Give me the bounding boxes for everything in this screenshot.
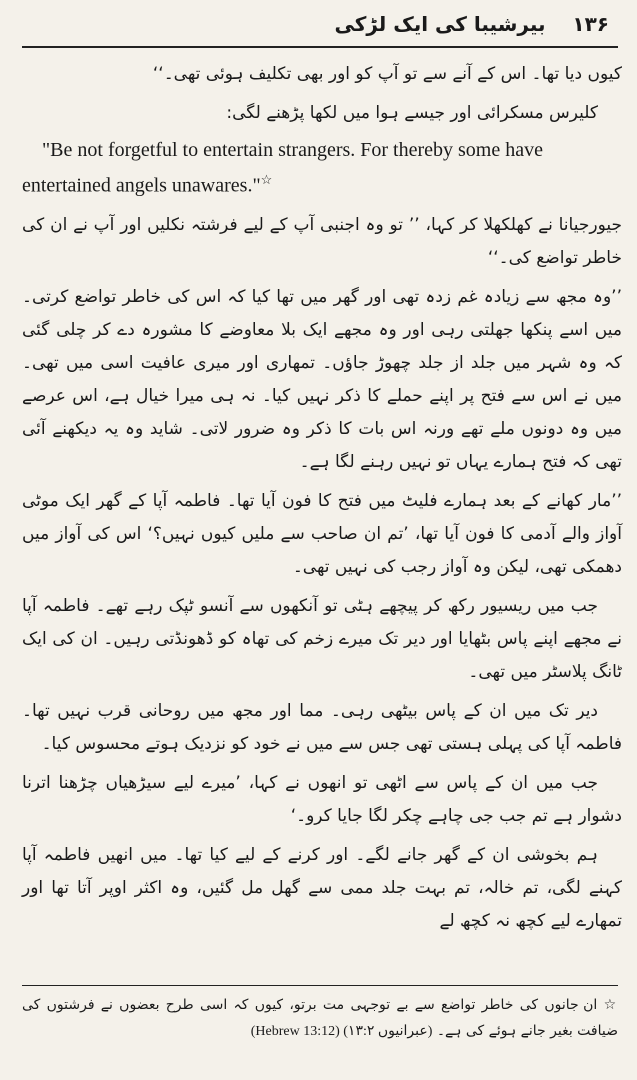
page-header: [0, 0, 637, 50]
english-quote-text: "Be not forgetful to entertain strangers. For thereby some have entertained angels unawares.": [22, 139, 543, 197]
page-body: [22, 58, 622, 944]
paragraph: جیورجیانا نے کھلکھلا کر کہا، ’’ تو وہ اجنبی آپ کے لیے فرشتہ نکلیں اور آپ نے ان کی خاطر تواضع کی۔‘‘: [22, 214, 622, 268]
footnote-reference: (Hebrew 13:12) (عبرانیوں ۱۳:۲): [250, 1024, 433, 1039]
footnote-divider: [22, 985, 618, 986]
paragraph: ’’وہ مجھ سے زیادہ غم زدہ تھی اور گھر میں تھا کیا کہ اس کی خاطر تواضع کرتی۔ میں اسے پنکھا جھلتی رہی اور وہ مجھے ایک بلا معاوضے کا مشورہ دے کر چلی گئی کہ وہ شہر میں جلد از جلد چھوڑ جاؤں۔ تمھاری اور میری عافیت اسی میں تھی۔ میں نے اس سے فتح پر اپنے حملے کا ذکر نہیں کیا۔ نہ ہی میرا خیال ہے، اس عرصے میں وہ دونوں ملے تھے ورنہ اس بات کا ذکر وہ ضرور لاتی۔ شاید وہ یہ دیکھنے آئی تھی کہ فتح ہمارے یہاں تو نہیں رہنے لگا ہے۔: [22, 286, 622, 472]
footnote: [22, 992, 618, 1045]
footnote-marker: ☆: [603, 997, 618, 1013]
footnote-text: ان جانوں کی خاطر تواضع سے بے توجہی مت برتو، کیوں کہ اسی طرح بعضوں نے فرشتوں کی ضیافت بغیر جانے ہوئے کی ہے۔: [22, 997, 618, 1039]
paragraph: ’’مار کھانے کے بعد ہمارے فلیٹ میں فتح کا فون آیا تھا۔ فاطمہ آپا کے گھر ایک موٹی آواز والے آدمی کا فون آیا تھا، ’تم ان صاحب سے ملیں کیوں نہیں؟‘ اس کی آواز میں دھمکی تھی، لیکن وہ آواز رجب کی نہیں تھی۔: [22, 490, 622, 577]
page-number: ۱۳۶: [572, 12, 609, 36]
paragraph: کیوں دیا تھا۔ اس کے آنے سے تو آپ کو اور بھی تکلیف ہوئی تھی۔‘‘: [152, 64, 622, 84]
paragraph: جب میں ریسیور رکھ کر پیچھے ہٹی تو آنکھوں سے آنسو ٹپک رہے تھے۔ فاطمہ آپا نے مجھے اپنے پاس بٹھایا اور دیر تک میرے زخم کی تھاہ کو ڈھونڈتی رہیں۔ ان کی ایک ٹانگ پلاسٹر میں تھی۔: [22, 595, 622, 682]
paragraph: دیر تک میں ان کے پاس بیٹھی رہی۔ مما اور مجھ میں روحانی قرب نہیں تھا۔ فاطمہ آپا کی پہلی ہستی تھی جس سے میں نے خود کو نزدیک ہوتے محسوس کیا۔: [22, 700, 622, 754]
header-divider: [22, 46, 618, 48]
english-quote: [22, 136, 622, 201]
paragraph: جب میں ان کے پاس سے اٹھی تو انھوں نے کہا، ’میرے لیے سیڑھیاں چڑھنا اترنا دشوار ہے تم جب جی چاہے چکر لگا جایا کرو۔‘: [22, 772, 622, 826]
paragraph: کلیرس مسکرائی اور جیسے ہوا میں لکھا پڑھنے لگی:: [226, 103, 598, 123]
footnote-marker: ☆: [260, 172, 273, 187]
running-title: بیرشیبا کی ایک لڑکی: [334, 12, 546, 36]
paragraph: ہم بخوشی ان کے گھر جانے لگے۔ اور کرنے کے لیے کیا تھا۔ میں انھیں فاطمہ آپا کہنے لگی، تم خالہ، تم بہت جلد ممی سے گھل مل گئیں، وہ اکثر اوپر آتا تھا اور تمھارے لیے کچھ نہ کچھ لے: [22, 844, 622, 931]
